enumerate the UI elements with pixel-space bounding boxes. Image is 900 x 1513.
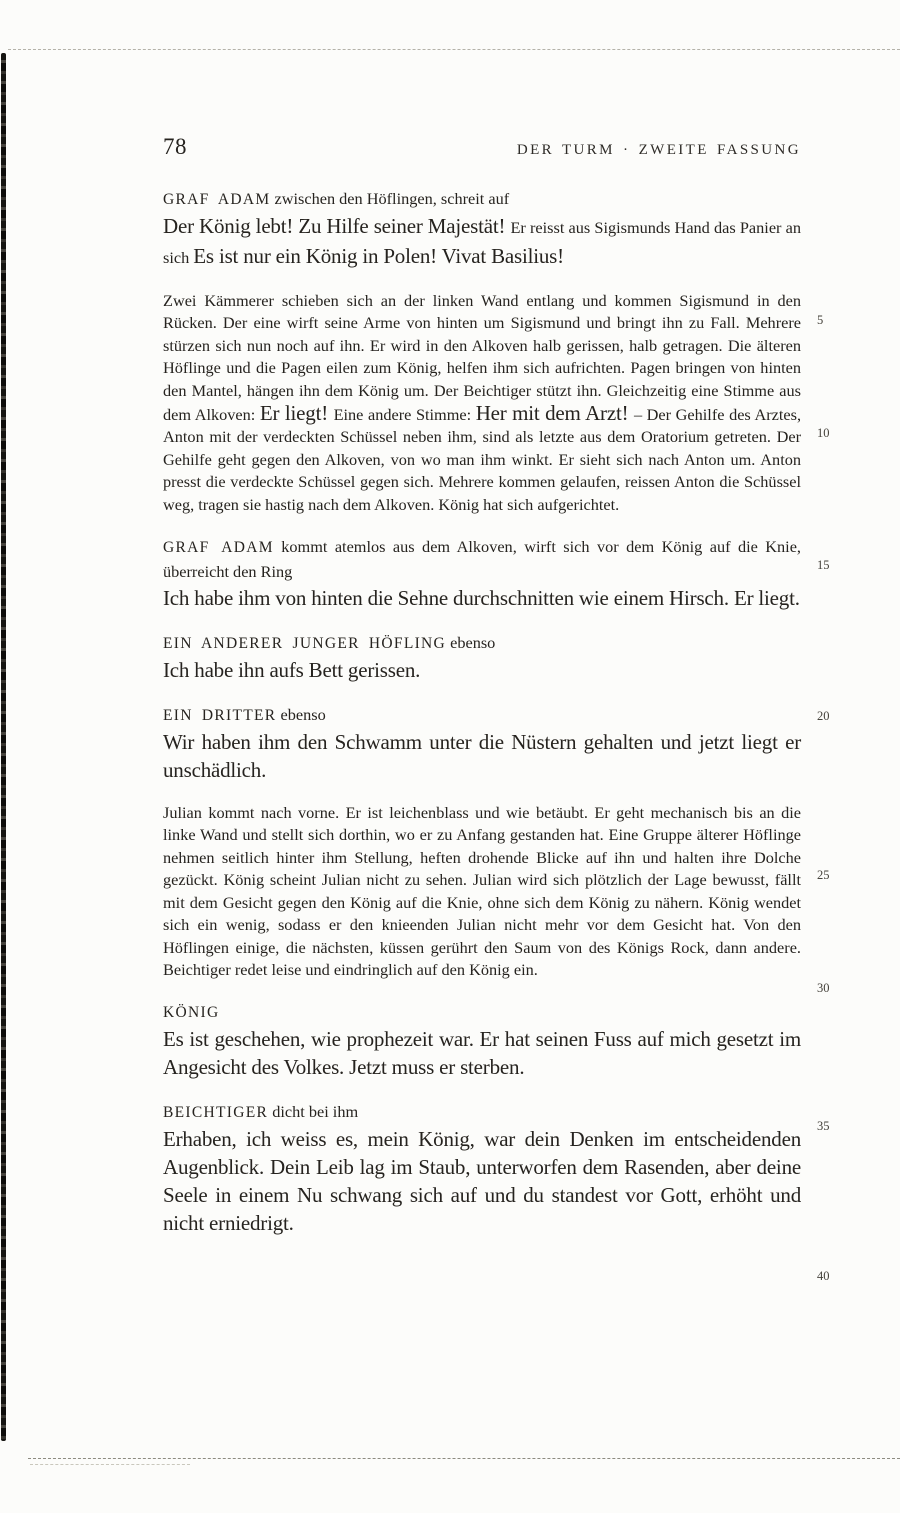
speech-text: Ich habe ihn aufs Bett gerissen. xyxy=(163,658,421,683)
margin-line-number: 30 xyxy=(817,981,830,995)
book-spine-shadow xyxy=(1,53,6,1441)
speech-paragraph xyxy=(163,1025,801,1081)
speech-text: Ich habe ihm von hinten die Sehne durchschnitten wie einem Hirsch. Er liegt. xyxy=(163,586,800,611)
stage-direction-text: Zwei Kämmerer schieben sich an der linken Wand entlang und kommen Sigismund in den Rücken. Der eine wirft seine Arme von hinten um Sigismund und bringt ihn zu Fall. Mehrere stürzen sich nun noch auf ihn. Er wird in den Alkoven halb gerissen, halb getragen. Die älteren Höflinge und die Pagen eilen zum König, helfen ihm sich aufrichten. Pagen bringen von hinten den Mantel, hängen ihn dem König um. Der Beichtiger stützt ihn. Gleichzeitig eine Stimme aus dem Alkoven: xyxy=(163,291,801,425)
speech-text: Her mit dem Arzt! xyxy=(475,401,634,426)
speaker-line xyxy=(163,703,801,728)
margin-line-number: 10 xyxy=(817,426,830,440)
stage-direction-text: kommt atemlos aus dem Alkoven, wirft sich vor dem König auf die Knie, überreicht den Ring xyxy=(163,537,802,582)
text-body xyxy=(163,187,801,1237)
stage-direction-text: Eine andere Stimme: xyxy=(333,405,476,425)
speech-paragraph xyxy=(163,1125,801,1237)
speech-paragraph xyxy=(163,584,801,612)
margin-line-number: 5 xyxy=(817,313,824,327)
stage-direction-text: ebenso xyxy=(276,705,326,725)
stage-direction-text: – Der Gehilfe des Arztes, Anton mit der verdeckten Schüssel neben ihm, sind als letzte aus dem Oratorium getreten. Der Gehilfe geht gegen den Alkoven, von wo man ihm winkt. Er sieht sich nach Anton um. Anton presst die verdeckte Schüssel gegen sich. Mehrere kommen gelaufen, reissen Anton die Schüssel weg, tragen sie hastig nach dem Alkoven. König hat sich aufgerichtet. xyxy=(163,405,802,514)
stage-direction-text: zwischen den Höflingen, schreit auf xyxy=(270,189,510,208)
speaker-name: EIN ANDERER JUNGER HÖFLING xyxy=(163,635,447,653)
speaker-line xyxy=(163,1100,801,1125)
speech-text: Wir haben ihm den Schwamm unter die Nüstern gehalten und jetzt liegt er unschädlich. xyxy=(163,730,801,783)
speech-text: Es ist geschehen, wie prophezeit war. Er hat seinen Fuss auf mich gesetzt im Angesicht des Volkes. Jetzt muss er sterben. xyxy=(163,1027,801,1080)
scan-edge-bottom-line xyxy=(28,1458,900,1459)
stage-direction-text: dicht bei ihm xyxy=(268,1102,359,1122)
stage-direction-text: ebenso xyxy=(446,633,496,653)
margin-line-number: 20 xyxy=(817,709,830,723)
stage-direction-text: Julian kommt nach vorne. Er ist leichenblass und wie betäubt. Er geht mechanisch bis an die linke Wand und stellt sich dorthin, wo er zu Anfang gestanden hat. Eine Gruppe älterer Höflinge nehmen seitlich hinter ihm Stellung, heften drohende Blicke auf ihn und halten ihre Dolche gezückt. König scheint Julian nicht zu sehen. Julian wird sich plötzlich der Lage bewusst, fällt mit dem Gesicht gegen den König auf die Knie, ohne sich dem König zu nähern. König wendet sich ein wenig, sodass er den knieenden Julian nicht mehr vor dem Gesicht hat. Von den Höflingen einige, die nächsten, küssen gerührt den Saum von des Königs Rock, dann andere. Beichtiger redet leise und eindringlich auf den König ein. xyxy=(163,803,801,979)
page-number: 78 xyxy=(163,134,187,159)
speech-paragraph xyxy=(163,212,801,272)
page-header xyxy=(163,134,801,160)
margin-line-number: 35 xyxy=(817,1119,830,1133)
speaker-line xyxy=(163,1000,801,1025)
speaker-name: EIN DRITTER xyxy=(163,707,277,725)
margin-line-number: 40 xyxy=(817,1269,830,1283)
speaker-name: GRAF ADAM xyxy=(163,191,271,208)
speech-text: Es ist nur ein König in Polen! Vivat Basilius! xyxy=(193,244,564,268)
speaker-name: KÖNIG xyxy=(163,1004,220,1022)
speaker-name: BEICHTIGER xyxy=(163,1104,269,1122)
margin-line-number: 15 xyxy=(817,558,830,572)
speaker-line xyxy=(163,187,801,212)
running-title: DER TURM · ZWEITE FASSUNG xyxy=(516,142,801,158)
speaker-line xyxy=(163,631,801,656)
speaker-name: GRAF ADAM xyxy=(163,539,274,557)
margin-line-number: 25 xyxy=(817,868,830,882)
speech-text: Der König lebt! Zu Hilfe seiner Majestät! xyxy=(163,214,511,238)
speech-paragraph xyxy=(163,728,801,784)
stage-direction-text: Er reisst aus Sigismunds Hand das Panier an sich xyxy=(163,218,801,267)
scan-edge-bottom-echo xyxy=(30,1464,190,1465)
speech-text: Er liegt! xyxy=(259,401,334,426)
stage-direction-paragraph xyxy=(163,802,801,981)
speech-paragraph xyxy=(163,656,801,684)
stage-direction-paragraph xyxy=(163,290,801,516)
scan-edge-top-line xyxy=(8,49,900,50)
speaker-line xyxy=(163,535,801,584)
speech-text: Erhaben, ich weiss es, mein König, war dein Denken im entscheidenden Augenblick. Dein Leib lag im Staub, unterworfen dem Rasenden, aber deine Seele in einem Nu schwang sich auf und du standest vor Gott, erhöht und nicht erniedrigt. xyxy=(163,1127,801,1236)
